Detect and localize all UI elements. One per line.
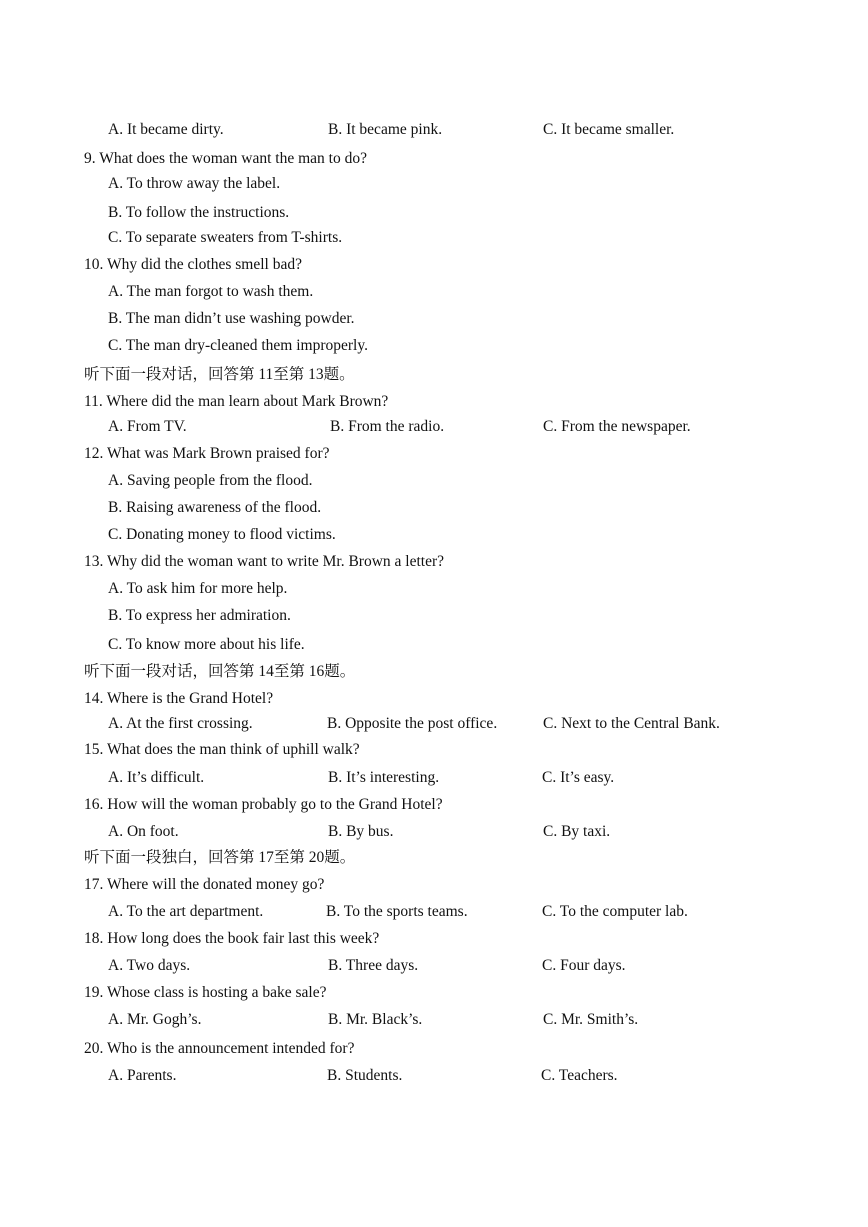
q14-option-a: A. At the first crossing. <box>108 715 253 732</box>
section-heading-17-20: 听下面一段独白，回答第 17至第 20题。 <box>84 849 356 866</box>
q19-stem: 19. Whose class is hosting a bake sale? <box>84 984 327 1001</box>
q16-option-a: A. On foot. <box>108 823 179 840</box>
q10-option-a: A. The man forgot to wash them. <box>108 283 314 300</box>
q20-option-c: C. Teachers. <box>541 1067 618 1084</box>
q9-stem: 9. What does the woman want the man to do? <box>84 150 367 167</box>
q19-option-c: C. Mr. Smith’s. <box>543 1011 639 1028</box>
q16-stem: 16. How will the woman probably go to the Grand Hotel? <box>84 796 443 813</box>
q12-option-a: A. Saving people from the flood. <box>108 472 313 489</box>
q8-option-c: C. It became smaller. <box>543 121 675 138</box>
q14-stem: 14. Where is the Grand Hotel? <box>84 690 274 707</box>
q15-stem: 15. What does the man think of uphill walk? <box>84 741 360 758</box>
q15-option-c: C. It’s easy. <box>542 769 615 786</box>
q18-option-a: A. Two days. <box>108 957 191 974</box>
q10-option-c: C. The man dry-cleaned them improperly. <box>108 337 368 354</box>
q17-option-c: C. To the computer lab. <box>542 903 688 920</box>
q10-stem: 10. Why did the clothes smell bad? <box>84 256 302 273</box>
q9-option-a: A. To throw away the label. <box>108 175 281 192</box>
q13-option-b: B. To express her admiration. <box>108 607 291 624</box>
q17-option-a: A. To the art department. <box>108 903 264 920</box>
q20-option-a: A. Parents. <box>108 1067 177 1084</box>
q12-stem: 12. What was Mark Brown praised for? <box>84 445 330 462</box>
q13-stem: 13. Why did the woman want to write Mr. Brown a letter? <box>84 553 445 570</box>
section-heading-14-16: 听下面一段对话，回答第 14至第 16题。 <box>84 663 356 680</box>
q20-option-b: B. Students. <box>327 1067 403 1084</box>
q11-option-c: C. From the newspaper. <box>543 418 691 435</box>
q15-option-a: A. It’s difficult. <box>108 769 205 786</box>
q20-stem: 20. Who is the announcement intended for? <box>84 1040 355 1057</box>
q12-option-b: B. Raising awareness of the flood. <box>108 499 322 516</box>
q11-option-b: B. From the radio. <box>330 418 445 435</box>
q13-option-c: C. To know more about his life. <box>108 636 305 653</box>
q11-option-a: A. From TV. <box>108 418 187 435</box>
q16-option-c: C. By taxi. <box>543 823 611 840</box>
q18-option-b: B. Three days. <box>328 957 419 974</box>
q10-option-b: B. The man didn’t use washing powder. <box>108 310 355 327</box>
q14-option-b: B. Opposite the post office. <box>327 715 498 732</box>
q18-stem: 18. How long does the book fair last this week? <box>84 930 380 947</box>
q9-option-c: C. To separate sweaters from T-shirts. <box>108 229 343 246</box>
q13-option-a: A. To ask him for more help. <box>108 580 288 597</box>
q8-option-a: A. It became dirty. <box>108 121 224 138</box>
q11-stem: 11. Where did the man learn about Mark Brown? <box>84 393 389 410</box>
q14-option-c: C. Next to the Central Bank. <box>543 715 720 732</box>
q8-option-b: B. It became pink. <box>328 121 443 138</box>
q19-option-b: B. Mr. Black’s. <box>328 1011 423 1028</box>
q18-option-c: C. Four days. <box>542 957 626 974</box>
q15-option-b: B. It’s interesting. <box>328 769 440 786</box>
section-heading-11-13: 听下面一段对话，回答第 11至第 13题。 <box>84 366 355 383</box>
q19-option-a: A. Mr. Gogh’s. <box>108 1011 202 1028</box>
q17-option-b: B. To the sports teams. <box>326 903 468 920</box>
q16-option-b: B. By bus. <box>328 823 394 840</box>
q9-option-b: B. To follow the instructions. <box>108 204 290 221</box>
q17-stem: 17. Where will the donated money go? <box>84 876 325 893</box>
q12-option-c: C. Donating money to flood victims. <box>108 526 336 543</box>
